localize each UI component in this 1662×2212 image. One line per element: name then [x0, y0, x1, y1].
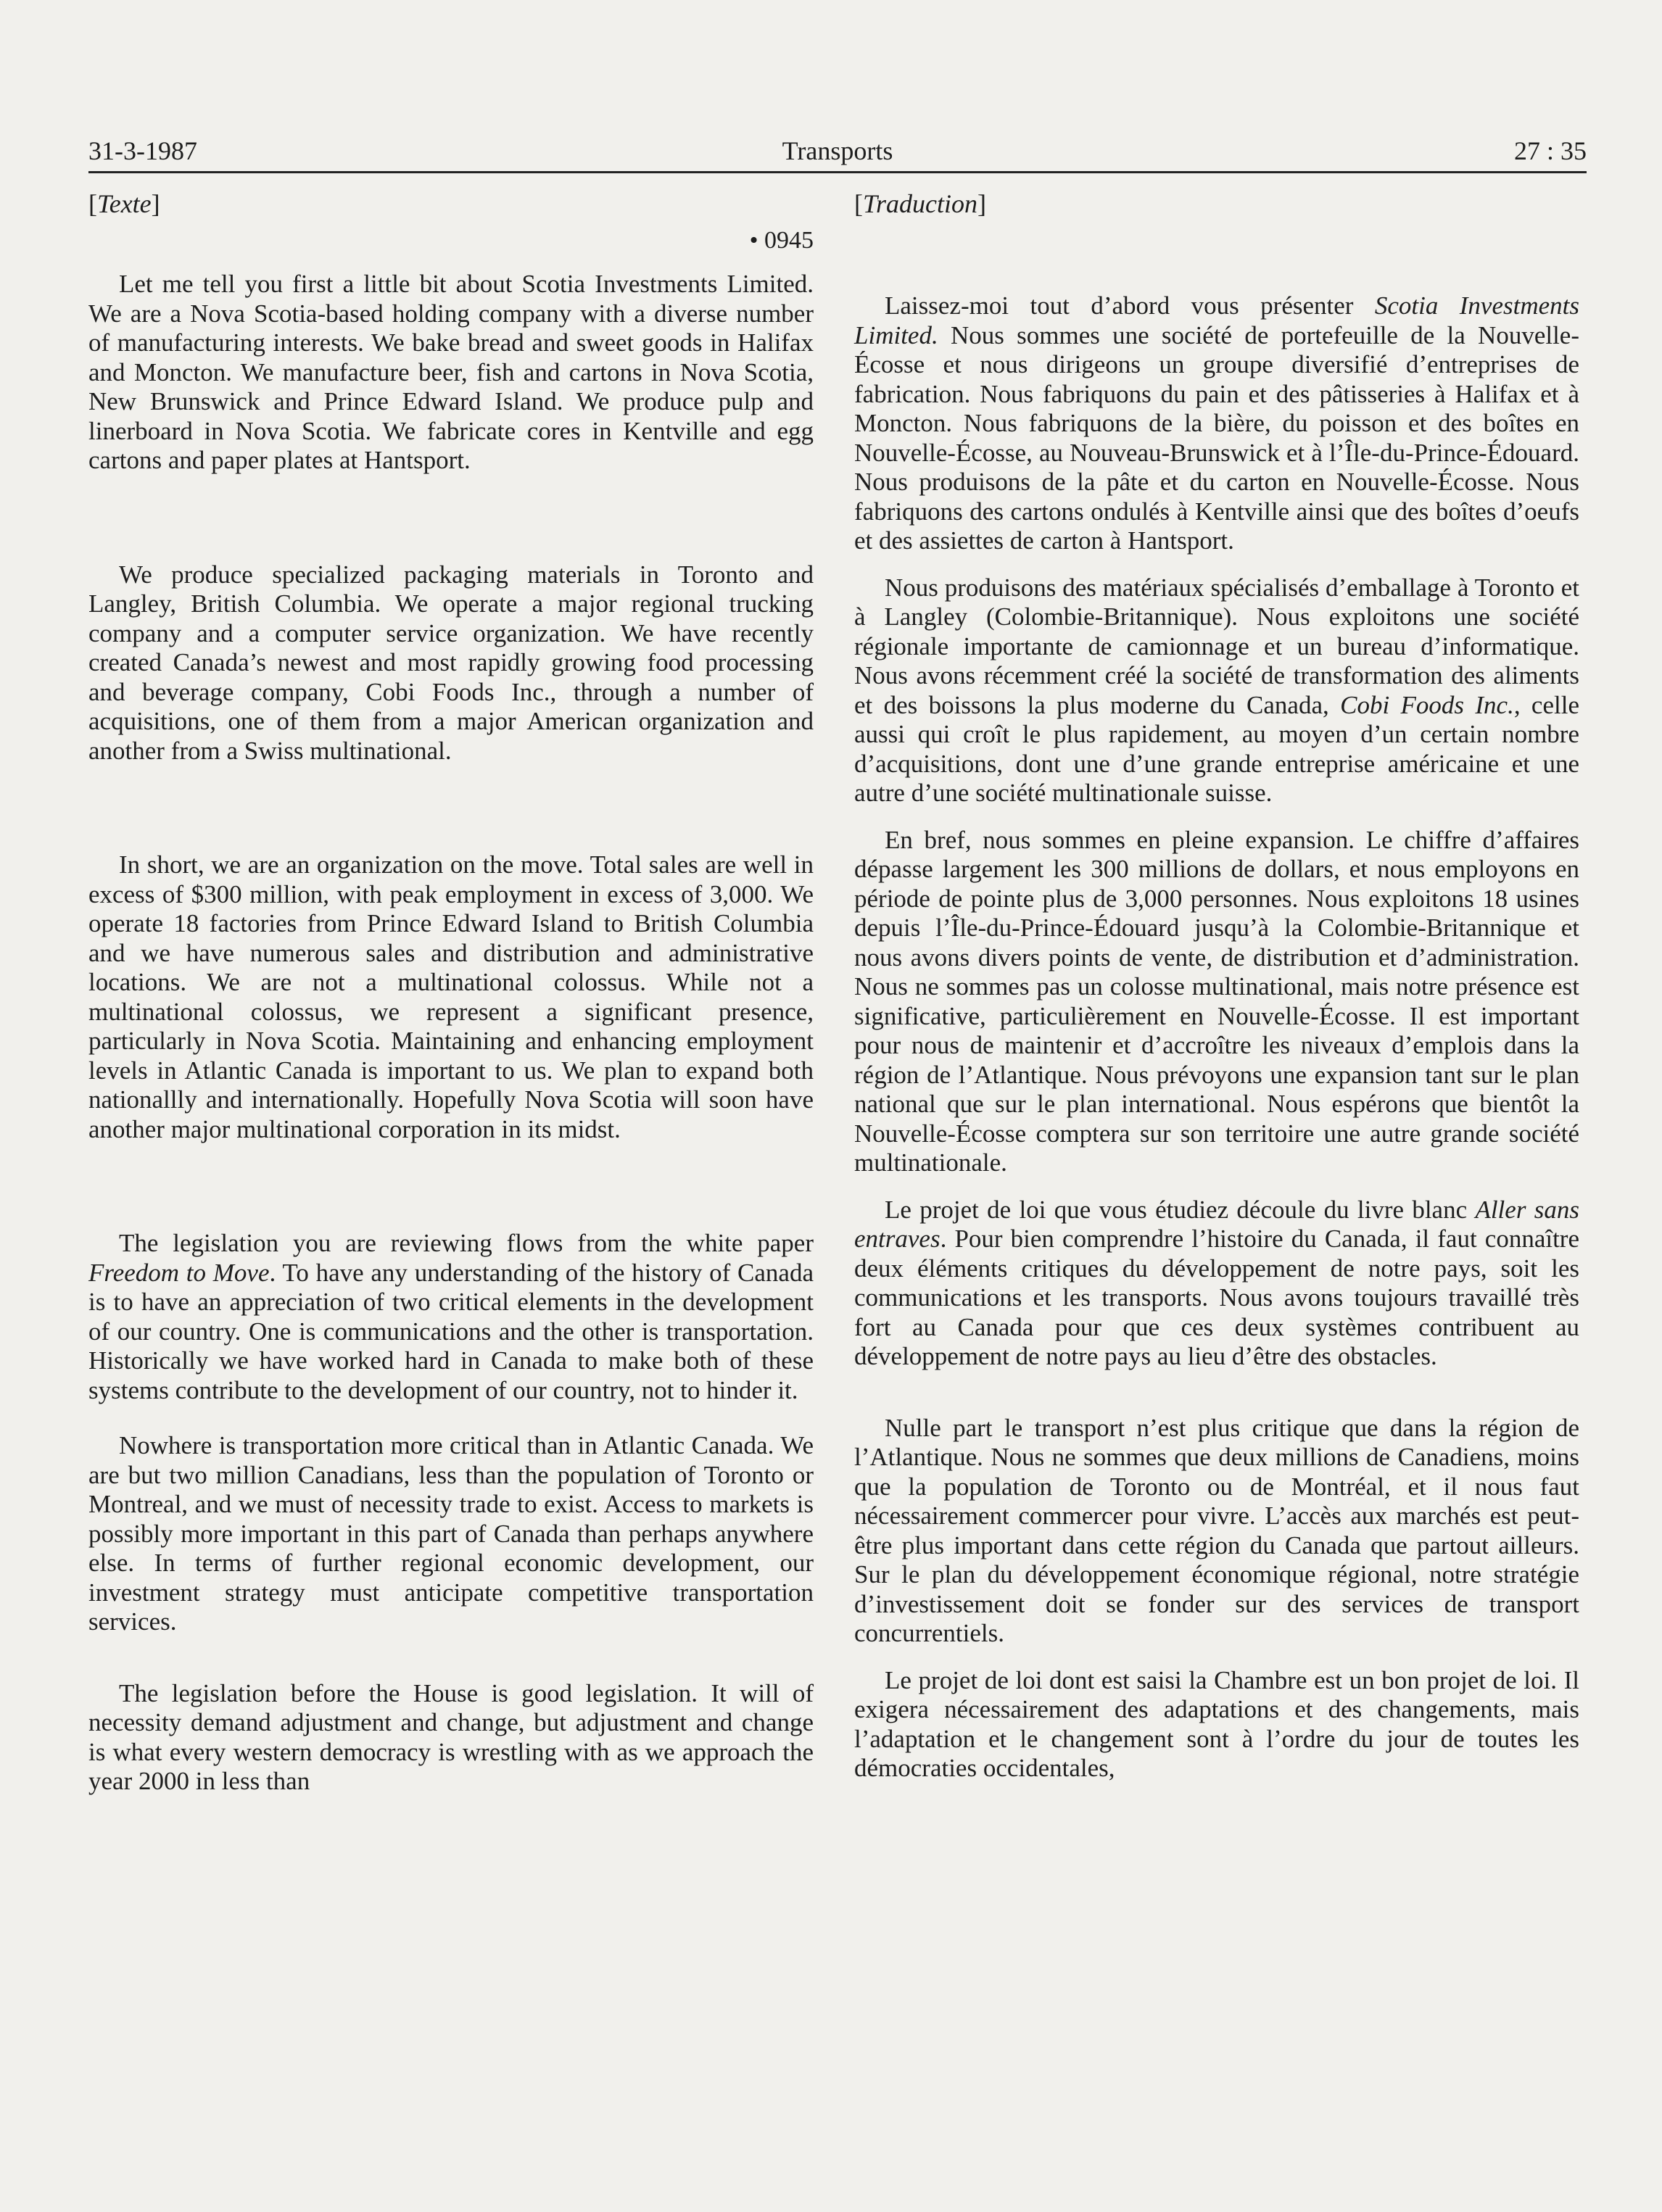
paragraph: Nous produisons des matériaux spécialisés d’emballage à Toronto et à Langley (Colombie-Britannique). Nous exploitons une société régionale importante de camionnage et un bureau d’informatique. Nous avons récemment créé la société de transformation des aliments et des boissons la plus moderne du Canada, Cobi Foods Inc., celle aussi qui croît le plus rapidement, au moyen d’un certain nombre d’acquisitions, dont une d’une grande entreprise américaine et une autre d’une société multinationale suisse. [854, 573, 1579, 807]
french-column [854, 187, 1579, 1784]
paragraph: The legislation you are reviewing flows from the white paper Freedom to Move. To have any understanding of the history of Canada is to have an appreciation of two critical elements in the development of our country. One is communications and the other is transportation. Historically we have worked hard in Canada to make both of these systems contribute to the development of our country, not to hinder it. [88, 1229, 814, 1404]
paragraph: The legislation before the House is good legislation. It will of necessity demand adjustment and change, but adjustment and change is what every western democracy is wrestling with as we approach the year 2000 in less than [88, 1678, 814, 1795]
header-title: Transports [782, 136, 893, 165]
header-rule [88, 171, 1587, 173]
paragraph: Nowhere is transportation more critical than in Atlantic Canada. We are but two million Canadians, less than the population of Toronto or Montreal, and we must of necessity trade to exist. Access to markets is possibly more important in this part of Canada than perhaps anywhere else. In terms of further regional economic development, our investment strategy must anticipate competitive transportation services. [88, 1431, 814, 1636]
page-header [88, 131, 1587, 171]
paragraph: Laissez-moi tout d’abord vous présenter Scotia Investments Limited. Nous sommes une société de portefeuille de la Nouvelle-Écosse et nous dirigeons un groupe diversifié d’entreprises de fabrication. Nous fabriquons du pain et des pâtisseries à Halifax et à Moncton. Nous fabriquons de la bière, du poisson et des boîtes en Nouvelle-Écosse, au Nouveau-Brunswick et à l’Île-du-Prince-Édouard. Nous produisons de la pâte et du carton en Nouvelle-Écosse. Nous fabriquons des cartons ondulés à Kentville ainsi que des boîtes d’oeufs et des assiettes de carton à Hantsport. [854, 291, 1579, 555]
column-label-texte: [Texte] [88, 189, 160, 218]
header-page-number: 27 : 35 [1513, 136, 1587, 165]
paragraph: In short, we are an organization on the move. Total sales are well in excess of $300 million, with peak employment in excess of 3,000. We operate 18 factories from Prince Edward Island to British Columbia and we have numerous sales and distribution and administrative locations. We are not a multinational colossus. While not a multinational colossus, we represent a significant presence, particularly in Nova Scotia. Maintaining and enhancing employment levels in Atlantic Canada is important to us. We plan to expand both nationallly and internationally. Hopefully Nova Scotia will soon have another major multinational corporation in its midst. [88, 850, 814, 1143]
paragraph: Nulle part le transport n’est plus critique que dans la région de l’Atlantique. Nous ne sommes que deux millions de Canadiens, moins que la population de Toronto ou de Montréal, et il nous faut nécessairement commercer pour vivre. L’accès aux marchés est peut-être plus important dans cette région du Canada que partout ailleurs. Sur le plan du développement économique régional, notre stratégie d’investissement doit se fonder sur des services de transport concurrentiels. [854, 1413, 1579, 1647]
header-date: 31-3-1987 [88, 136, 197, 165]
paragraph: En bref, nous sommes en pleine expansion. Le chiffre d’affaires dépasse largement les 300 millions de dollars, et nous employons en période de pointe plus de 3,000 personnes. Nous exploitons 18 usines depuis l’Île-du-Prince-Édouard jusqu’à la Colombie-Britannique et nous avons divers points de vente, de distribution et d’administration. Nous ne sommes pas un colosse multinational, mais notre présence est significative, particulièrement en Nouvelle-Écosse. Il est important pour nous de maintenir et d’accroître les niveaux d’emplois dans la région de l’Atlantique. Nous prévoyons une expansion tant sur le plan national que sur le plan international. Nous espérons que bientôt la Nouvelle-Écosse comptera sur son territoire une autre grande société multinationale. [854, 825, 1579, 1177]
column-label-traduction: [Traduction] [854, 189, 987, 218]
paragraph: Le projet de loi que vous étudiez découle du livre blanc Aller sans entraves. Pour bien comprendre l’histoire du Canada, il faut connaître deux éléments critiques du développement de notre pays, soit les communications et les transports. Nous avons toujours travaillé très fort au Canada pour que ces deux systèmes contribuent au développement de notre pays au lieu d’être des obstacles. [854, 1195, 1579, 1370]
paragraph: We produce specialized packaging materials in Toronto and Langley, British Columbia. We operate a major regional trucking company and a computer service organization. We have recently created Canada’s newest and most rapidly growing food processing and beverage company, Cobi Foods Inc., through a number of acquisitions, one of them from a major American organization and another from a Swiss multinational. [88, 560, 814, 765]
english-column [88, 187, 814, 1797]
time-marker: • 0945 [749, 227, 814, 254]
paragraph: Le projet de loi dont est saisi la Chambre est un bon projet de loi. Il exigera nécessairement des adaptations et des changements, mais l’adaptation et le changement sont à l’ordre du jour de toutes les démocraties occidentales, [854, 1665, 1579, 1782]
paragraph: Let me tell you first a little bit about Scotia Investments Limited. We are a Nova Scotia-based holding company with a diverse number of manufacturing interests. We bake bread and sweet goods in Halifax and Moncton. We manufacture beer, fish and cartons in Nova Scotia, New Brunswick and Prince Edward Island. We produce pulp and linerboard in Nova Scotia. We fabricate cores in Kentville and egg cartons and paper plates at Hantsport. [88, 270, 814, 474]
